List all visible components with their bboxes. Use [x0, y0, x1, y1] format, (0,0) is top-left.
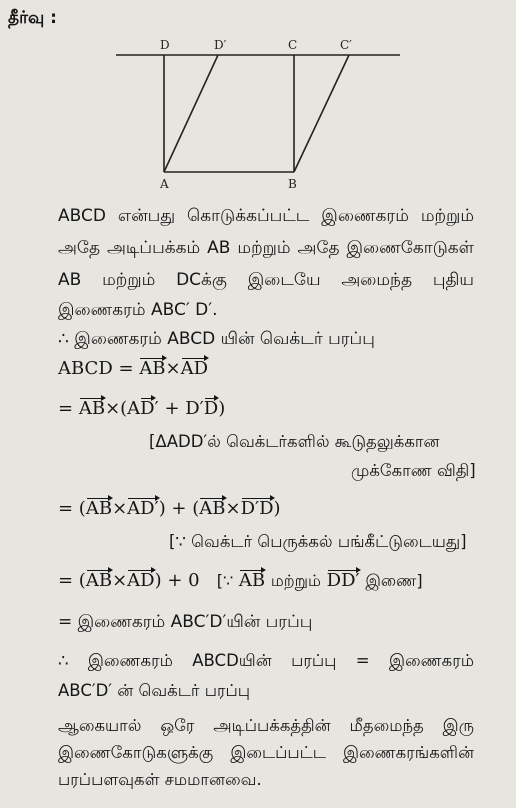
word-and: மற்றும் [270, 571, 321, 590]
vec-ad-prime: D [140, 398, 155, 419]
label-d-prime: D′ [214, 38, 227, 52]
prime-mark: ′ [154, 398, 159, 419]
open-paren: = ( [58, 498, 86, 519]
para1-line3: AB மற்றும் DCக்கு இடையே அமைந்த புதிய [58, 270, 474, 290]
vec-ab: AB [199, 498, 226, 519]
reason2: [∵ வெக்டர் பெருக்கல் பங்கீட்டுடையது] [169, 532, 467, 551]
label-d: D [160, 38, 170, 52]
final-line2: இணைகோடுகளுக்கு இடைப்பட்ட இணைகரங்களின் [58, 743, 474, 762]
label-b: B [288, 177, 297, 191]
times-sign: × [112, 570, 128, 591]
plus-mid: ) + ( [158, 498, 200, 519]
eq4 [58, 570, 423, 592]
vec-ad-prime: AD′ [127, 498, 159, 519]
times-sign: × [112, 498, 128, 519]
vec-ab: AB [78, 398, 106, 419]
reason1-line2: முக்கோண விதி] [351, 461, 476, 480]
para1-line1: ABCD என்பது கொடுக்கப்பட்ட இணைகரம் மற்றும் [58, 206, 474, 226]
vec-ad: AD [127, 570, 155, 591]
vec-d-prime-d: D [203, 398, 219, 419]
plus-term: + D′ [164, 398, 204, 419]
times-sign: × [225, 498, 241, 519]
label-c: C [288, 38, 298, 52]
label-a: A [160, 177, 169, 191]
eq5: = இணைகரம் ABC′D′யின் பரப்பு [58, 612, 313, 632]
final-line3: பரப்பளவுகள் சமமானவை. [58, 770, 262, 789]
label-c-prime: C′ [340, 38, 352, 52]
times-sign: × [165, 358, 181, 379]
para1-line4: இணைகரம் ABC′ D′. [58, 300, 218, 320]
vec-d-prime-d: D′D [240, 498, 274, 519]
because-bracket: [∵ [216, 571, 234, 590]
plus-zero: ) + 0 [154, 570, 200, 591]
parallelogram-figure [0, 0, 516, 200]
eq3 [58, 498, 281, 519]
vec-dd-prime: DD′ [326, 570, 360, 591]
conclusion-line2: ABC′D′ ன் வெக்டர் பரப்பு [58, 681, 251, 700]
close-paren: ) [273, 498, 281, 519]
vec-ab: AB [85, 498, 113, 519]
vec-ab: AB [85, 570, 113, 591]
therefore-symbol: ∴ [58, 329, 69, 349]
eq2 [58, 398, 225, 419]
side-bc-prime [294, 55, 349, 172]
close-paren: ) [218, 398, 226, 419]
open-paren: = ( [58, 570, 86, 591]
final-line1: ஆகையால் ஒரே அடிப்பக்கத்தின் மீதமைந்த இரு [58, 716, 474, 735]
reason1-line1: [ΔADD′ல் வெக்டர்களில் கூடுதலுக்கான [149, 432, 440, 451]
vec-ab: AB [139, 358, 166, 379]
eq1-lhs: ABCD = [58, 358, 134, 379]
word-parallel: இணை] [365, 571, 423, 590]
vec-ad: AD [180, 358, 209, 379]
equals: = [58, 398, 74, 419]
point-a: A [127, 398, 141, 419]
step1 [58, 329, 375, 351]
conclusion-line1: ∴ இணைகரம் ABCDயின் பரப்பு = இணைகரம் [58, 651, 474, 670]
solution-heading: தீர்வு : [8, 8, 57, 28]
para1-line2: அதே அடிப்பக்கம் AB மற்றும் அதே இணைகோடுகள் [58, 238, 474, 258]
step1-text: இணைகரம் ABCD யின் வெக்டர் பரப்பு [74, 329, 375, 349]
times-open: ×( [105, 398, 128, 419]
side-ad-prime [164, 55, 218, 172]
eq1 [58, 358, 208, 379]
vec-ab: AB [238, 570, 266, 591]
